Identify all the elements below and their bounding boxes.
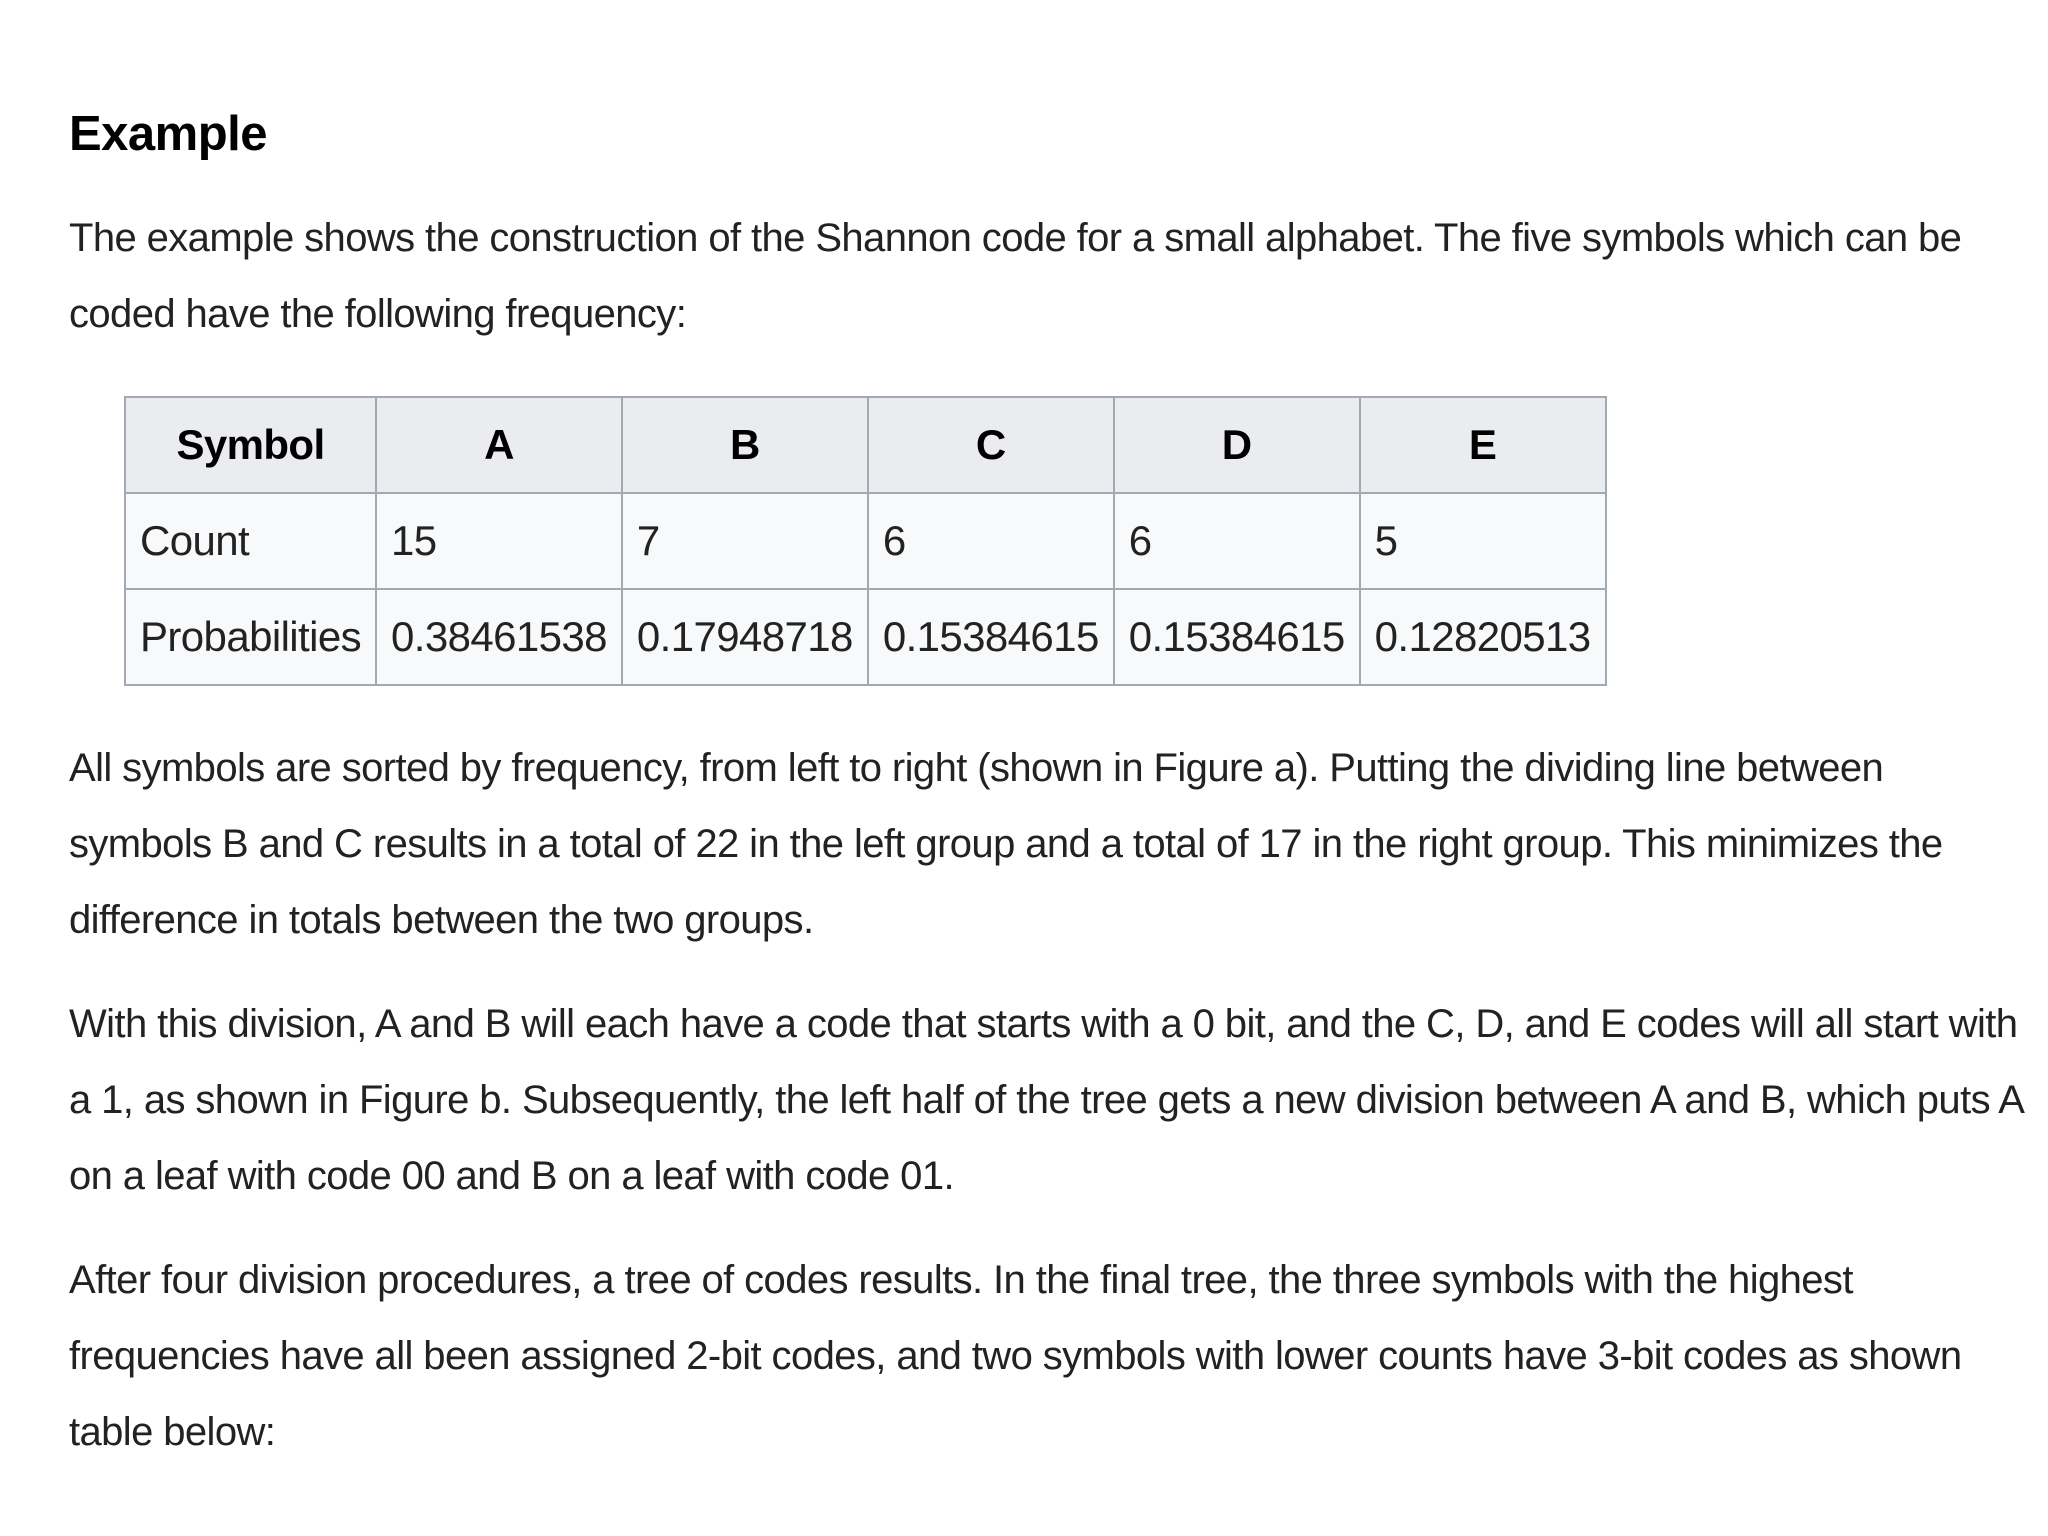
count-cell-c: 6 xyxy=(868,493,1114,589)
count-cell-e: 5 xyxy=(1360,493,1606,589)
frequency-table xyxy=(124,396,1607,686)
row-label-probabilities: Probabilities xyxy=(125,589,376,685)
probability-cell-c: 0.15384615 xyxy=(868,589,1114,685)
probability-cell-a: 0.38461538 xyxy=(376,589,622,685)
header-cell-b: B xyxy=(622,397,868,493)
count-cell-d: 6 xyxy=(1114,493,1360,589)
header-cell-c: C xyxy=(868,397,1114,493)
probability-cell-d: 0.15384615 xyxy=(1114,589,1360,685)
row-label-count: Count xyxy=(125,493,376,589)
count-cell-b: 7 xyxy=(622,493,868,589)
header-cell-e: E xyxy=(1360,397,1606,493)
probability-cell-e: 0.12820513 xyxy=(1360,589,1606,685)
result-paragraph: After four division procedures, a tree of codes results. In the final tree, the three symbols with the highest frequencies have all been assigned 2-bit codes, and two symbols with lower counts have 3-bit codes as shown table below: xyxy=(69,1258,1962,1454)
sorting-paragraph: All symbols are sorted by frequency, from left to right (shown in Figure a). Putting the dividing line between symbols B and C results in a total of 22 in the left group and a total of 17 in the right group. This minimizes the difference in totals between the two groups. xyxy=(69,746,1943,942)
section-heading: Example xyxy=(69,107,268,161)
header-cell-a: A xyxy=(376,397,622,493)
division-paragraph: With this division, A and B will each have a code that starts with a 0 bit, and the C, D, and E codes will all start with a 1, as shown in Figure b. Subsequently, the left half of the tree gets a new division between A and B, which puts A on a leaf with code 00 and B on a leaf with code 01. xyxy=(69,1002,2023,1198)
intro-paragraph: The example shows the construction of the Shannon code for a small alphabet. The five symbols which can be coded have the following frequency: xyxy=(69,216,1962,336)
table-row-count xyxy=(125,493,1606,589)
header-cell-d: D xyxy=(1114,397,1360,493)
frequency-table-wrapper xyxy=(124,396,2029,686)
probability-cell-b: 0.17948718 xyxy=(622,589,868,685)
table-row-probabilities xyxy=(125,589,1606,685)
count-cell-a: 15 xyxy=(376,493,622,589)
article-section xyxy=(69,104,2029,1470)
table-header-row xyxy=(125,397,1606,493)
header-cell-symbol: Symbol xyxy=(125,397,376,493)
